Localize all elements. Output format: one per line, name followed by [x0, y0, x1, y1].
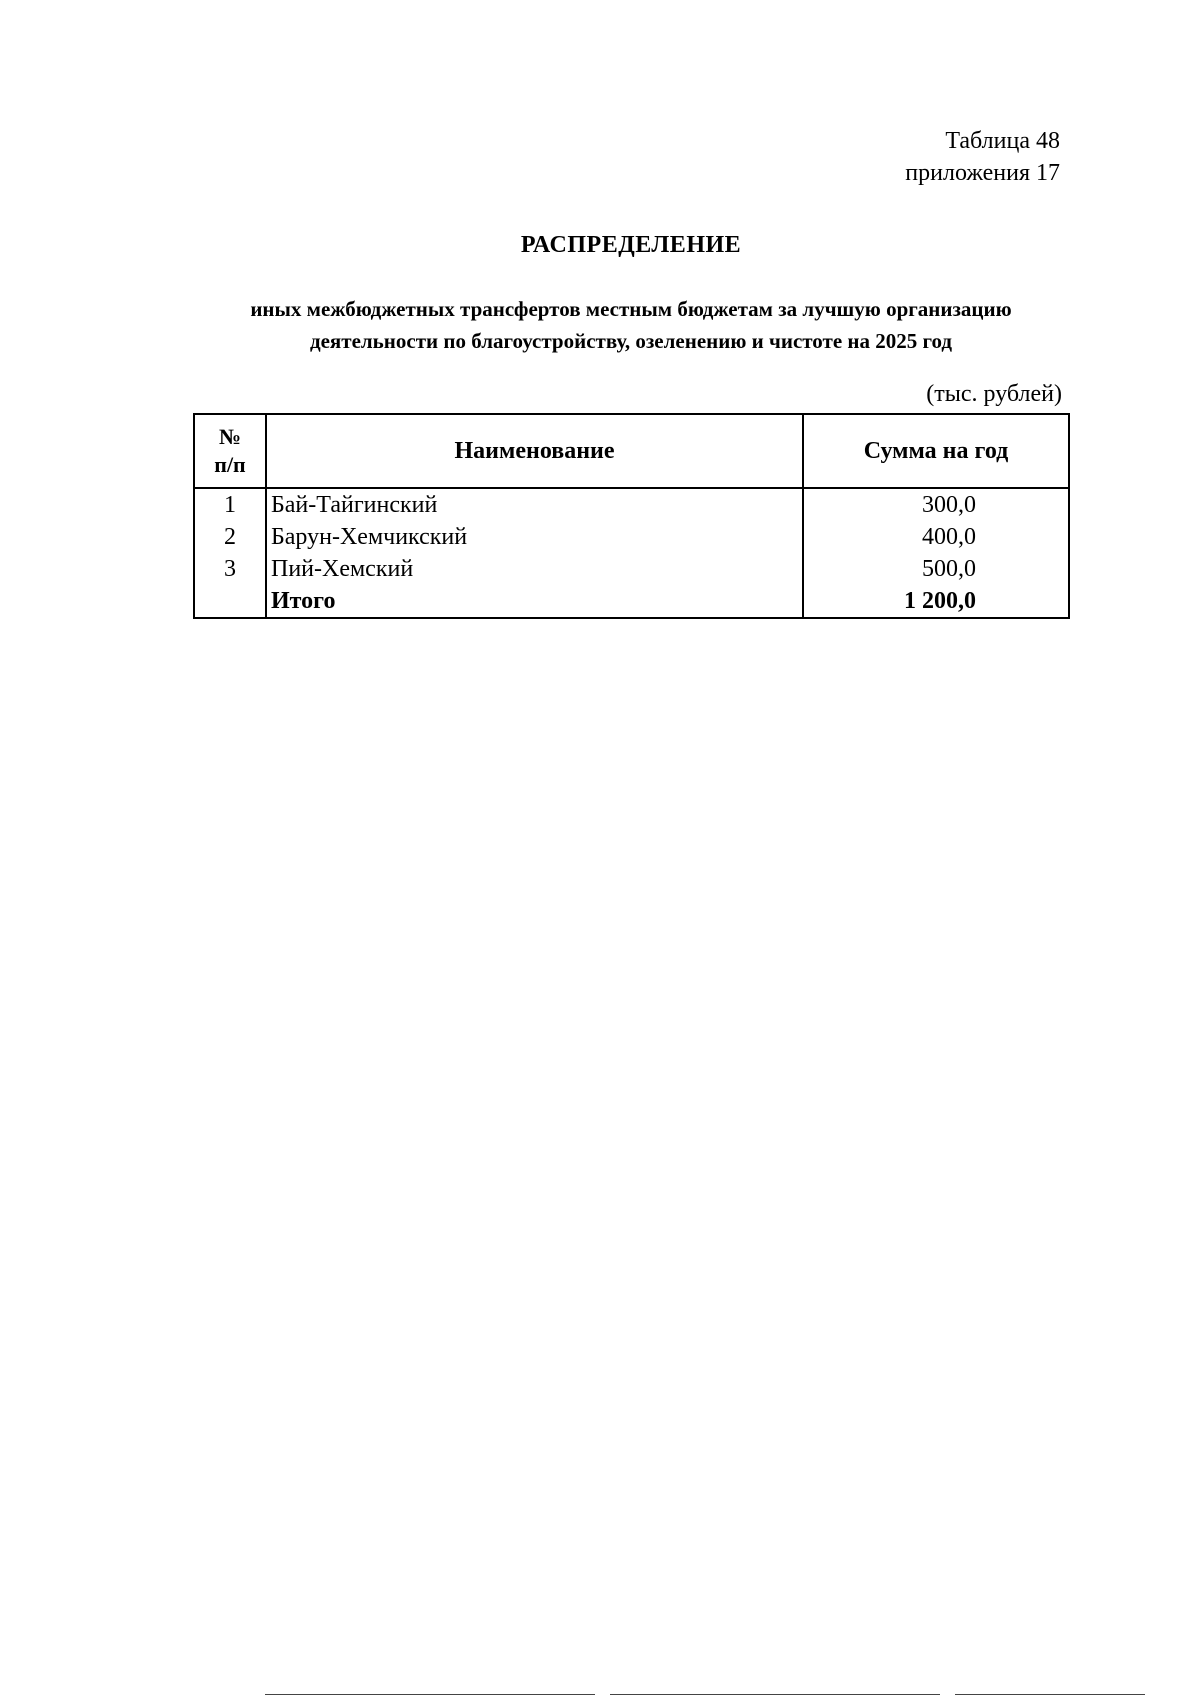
table-row: [194, 488, 1069, 521]
row-name: Бай-Тайгинский: [266, 488, 803, 521]
scan-artifact-line: [265, 1694, 595, 1695]
scan-artifact-line: [610, 1694, 940, 1695]
column-header-number-line-2: п/п: [214, 452, 246, 477]
row-number: 3: [194, 553, 266, 585]
subtitle-line-1: иных межбюджетных трансфертов местным бюджетам за лучшую организацию: [250, 297, 1012, 321]
appendix-reference: приложения 17: [905, 160, 1060, 186]
table-reference: Таблица 48: [945, 128, 1060, 154]
document-title: РАСПРЕДЕЛЕНИЕ: [520, 232, 742, 258]
row-sum: 300,0: [803, 488, 1069, 521]
table-row: [194, 521, 1069, 553]
column-header-number-line-1: №: [218, 424, 242, 449]
scan-artifact-line: [955, 1694, 1145, 1695]
row-sum: 400,0: [803, 521, 1069, 553]
column-header-sum: Сумма на год: [803, 414, 1069, 488]
table-total-row: [194, 585, 1069, 618]
subtitle-line-2: деятельности по благоустройству, озеленению и чистоте на 2025 год: [309, 329, 953, 353]
total-label: Итого: [266, 585, 803, 618]
table-row: [194, 553, 1069, 585]
column-header-number: [194, 414, 266, 488]
row-sum: 500,0: [803, 553, 1069, 585]
row-number: 2: [194, 521, 266, 553]
units-label: (тыс. рублей): [926, 381, 1062, 407]
row-name: Пий-Хемский: [266, 553, 803, 585]
document-subtitle: [0, 293, 1200, 357]
table-header-row: [194, 414, 1069, 488]
distribution-table: [193, 413, 1070, 619]
total-sum: 1 200,0: [803, 585, 1069, 618]
column-header-name: Наименование: [266, 414, 803, 488]
total-row-number: [194, 585, 266, 618]
row-name: Барун-Хемчикский: [266, 521, 803, 553]
row-number: 1: [194, 488, 266, 521]
